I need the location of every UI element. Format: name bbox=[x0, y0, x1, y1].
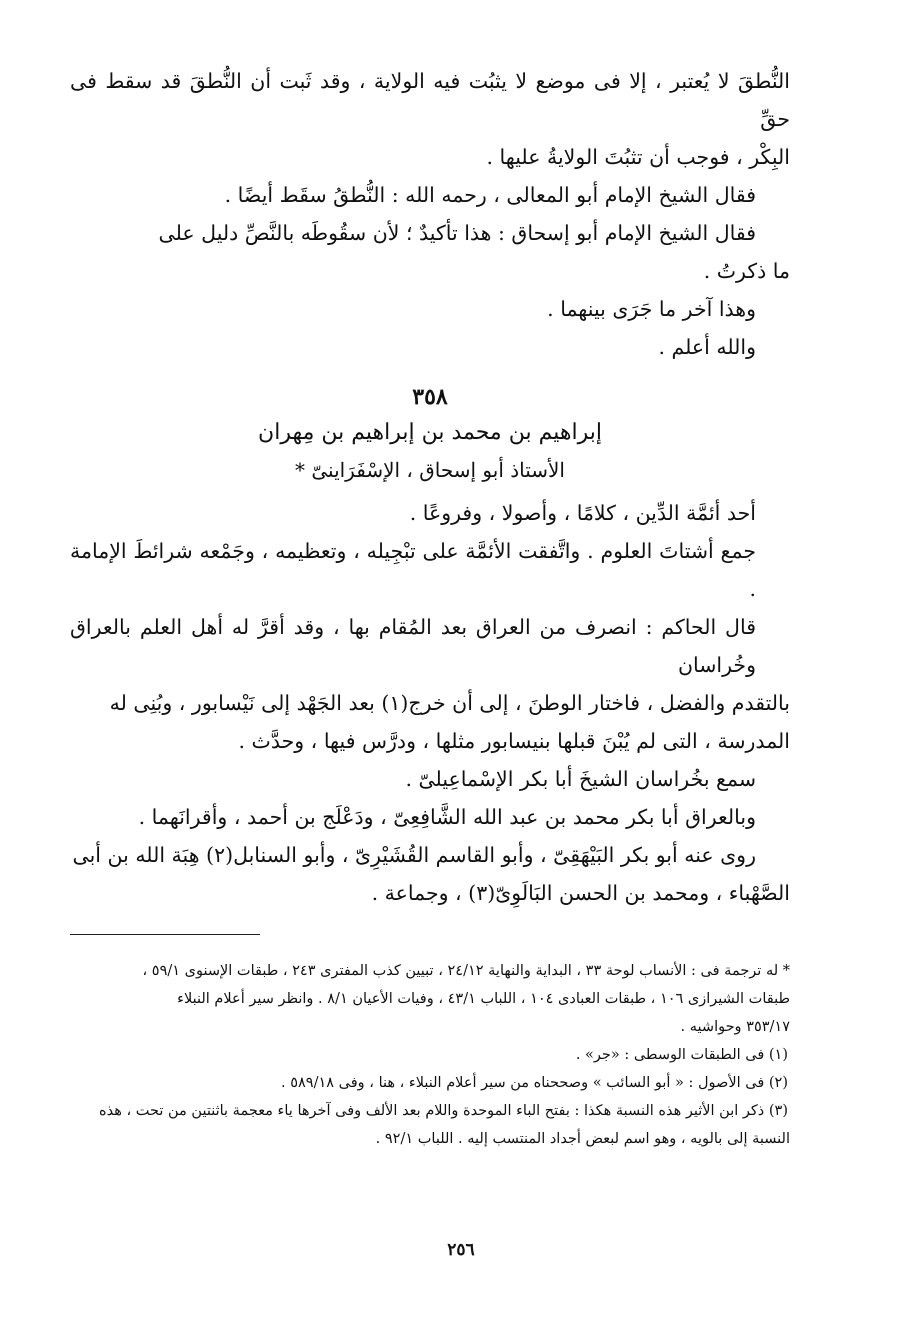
paragraph-line: البِكْر ، فوجب أن تثبُتَ الولايةُ عليها . bbox=[486, 145, 790, 169]
paragraph-line: النُّطقَ لا يُعتبر ، إلا فى موضع لا يثبُت فيه الولاية ، وقد ثَبت أن النُّطقَ قد سقط فى حقِّ bbox=[70, 69, 790, 131]
paragraph-line: روى عنه أبو بكر البَيْهَقِىّ ، وأبو القاسم القُشَيْرِىّ ، وأبو السنابل(٢) هِبَة الله بن أبى bbox=[72, 843, 756, 867]
footnote-line: * له ترجمة فى : الأنساب لوحة ٣٣ ، البداية والنهاية ٢٤/١٢ ، تبيين كذب المفترى ٢٤٣ ، طبقات الإسنوى ٥٩/١ ، bbox=[142, 963, 790, 979]
previous-entry-text bbox=[70, 62, 790, 366]
paragraph: سمع بخُراسان الشيخَ أبا بكر الإسْماعِيلىّ . bbox=[405, 767, 756, 791]
footnote-1: (١) فى الطبقات الوسطى : «جر» . bbox=[575, 1047, 788, 1063]
footnote-line: النسبة إلى بالويه ، وهو اسم لبعض أجداد المنتسب إليه . اللباب ٩٢/١ . bbox=[375, 1131, 790, 1147]
paragraph: أحد أئمَّة الدِّين ، كلامًا ، وأصولا ، وفروعًا . bbox=[409, 501, 756, 525]
paragraph: وبالعراق أبا بكر محمد بن عبد الله الشَّافِعِىّ ، ودَعْلَج بن أحمد ، وأقرانَهما . bbox=[138, 805, 756, 829]
footnote-line: ٣٥٣/١٧ وحواشيه . bbox=[680, 1019, 790, 1035]
paragraph-line: المدرسة ، التى لم يُبْنَ قبلها بنيسابور مثلها ، ودرَّس فيها ، وحدَّث . bbox=[238, 729, 790, 753]
footnotes bbox=[70, 957, 790, 1153]
paragraph: وهذا آخر ما جَرَى بينهما . bbox=[547, 297, 756, 321]
paragraph: والله أعلم . bbox=[658, 335, 756, 359]
entry-title: إبراهيم بن محمد بن إبراهيم بن مِهران bbox=[258, 420, 602, 445]
paragraph: جمع أشتاتَ العلوم . واتَّفقت الأئمَّة على تبْجِيله ، وتعظيمه ، وجَمْعه شرائطَ الإمامة . bbox=[70, 539, 756, 601]
footnote-divider bbox=[70, 934, 260, 935]
page-number: ٢٥٦ bbox=[447, 1240, 475, 1260]
paragraph-line: قال الحاكم : انصرف من العراق بعد المُقام بها ، وقد أقرَّ له أهل العلم بالعراق وخُراسان bbox=[70, 615, 756, 677]
biography-text bbox=[70, 494, 790, 912]
paragraph-line: ما ذكرتُ . bbox=[703, 259, 790, 283]
entry-subtitle: الأستاذ أبو إسحاق ، الإسْفَرَاينىّ * bbox=[295, 458, 565, 482]
paragraph-line: فقال الشيخ الإمام أبو إسحاق : هذا تأكيدٌ ؛ لأن سقُوطَه بالنَّصِّ دليل على bbox=[158, 221, 756, 245]
footnote-2: (٢) فى الأصول : « أبو السائب » وصححناه من سير أعلام النبلاء ، هنا ، وفى ٥٨٩/١٨ . bbox=[281, 1075, 788, 1091]
paragraph-line: الصَّهْباء ، ومحمد بن الحسن البَالَوِىّ(٣) ، وجماعة . bbox=[371, 881, 790, 905]
page-content bbox=[70, 62, 790, 1153]
paragraph: فقال الشيخ الإمام أبو المعالى ، رحمه الله : النُّطقُ سقَط أيضًا . bbox=[224, 183, 756, 207]
footnote-line: طبقات الشيرازى ١٠٦ ، طبقات العبادى ١٠٤ ، اللباب ٤٣/١ ، وفيات الأعيان ٨/١ . وانظر سير أعلام النبلاء bbox=[177, 991, 790, 1007]
footnote-line: (٣) ذكر ابن الأثير هذه النسبة هكذا : بفتح الباء الموحدة واللام بعد الألف وفى آخرها ياء معجمة باثنتين من تحت ، هذه bbox=[99, 1103, 788, 1119]
paragraph-line: بالتقدم والفضل ، فاختار الوطنَ ، إلى أن خرج(١) بعد الجَهْد إلى نَيْسابور ، وبُنِى له bbox=[109, 691, 790, 715]
entry-number: ٣٥٨ bbox=[412, 384, 448, 410]
